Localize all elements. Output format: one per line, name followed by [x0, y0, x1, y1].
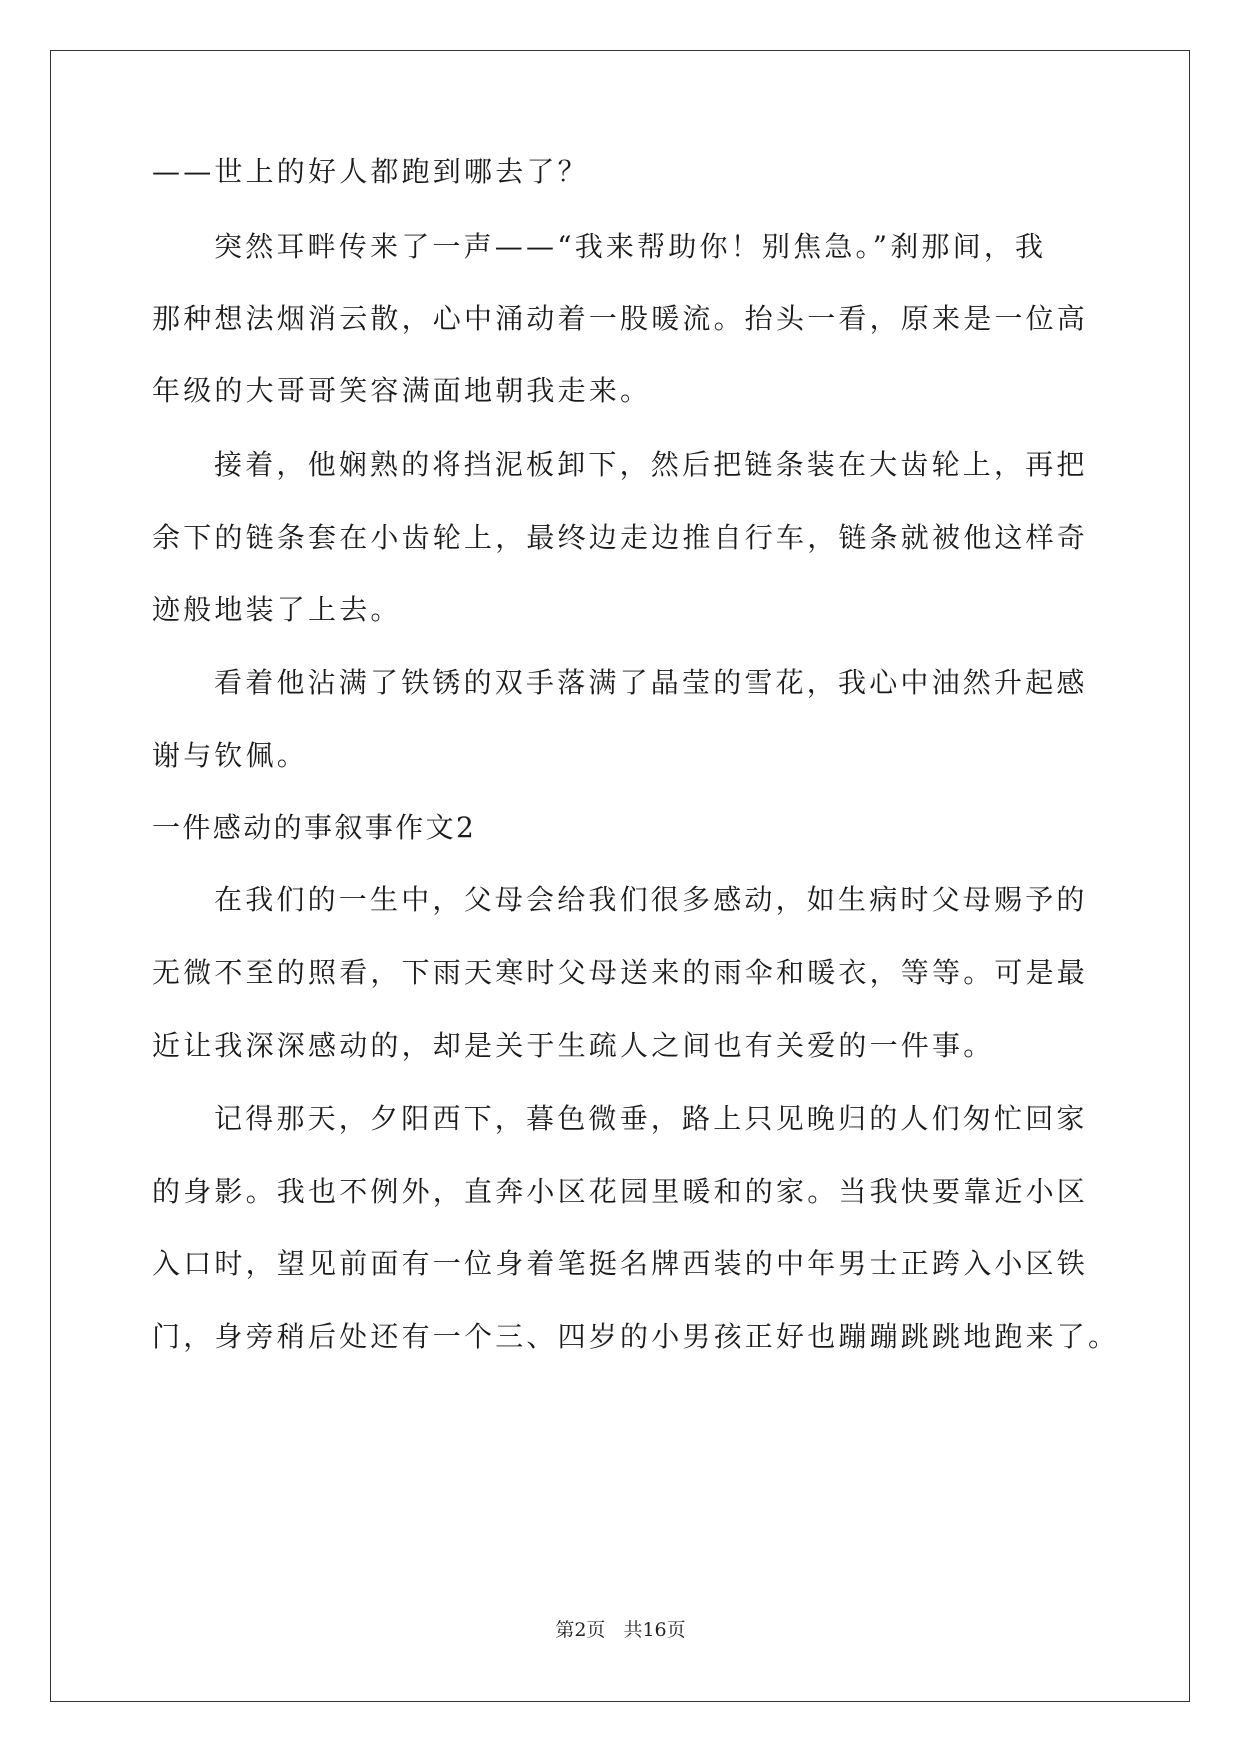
page-number: 第2页 — [555, 1619, 606, 1641]
section-heading: 一件感动的事叙事作文2 — [152, 811, 477, 844]
text-line: ——世上的好人都跑到哪去了？ — [152, 155, 589, 188]
text-line: 无微不至的照看，下雨天寒时父母送来的雨伞和暖衣，等等。可是最 — [152, 956, 1089, 989]
text-line: 迹般地装了上去。 — [152, 593, 402, 626]
page-total: 共16页 — [623, 1619, 686, 1641]
text-line: 的身影。我也不例外，直奔小区花园里暖和的家。当我快要靠近小区 — [152, 1175, 1089, 1208]
text-line: 那种想法烟消云散，心中涌动着一股暖流。抬头一看，原来是一位高 — [152, 302, 1089, 335]
text-line: 入口时，望见前面有一位身着笔挺名牌西装的中年男士正跨入小区铁 — [152, 1247, 1089, 1280]
text-line: 门，身旁稍后处还有一个三、四岁的小男孩正好也蹦蹦跳跳地跑来了。 — [152, 1320, 1120, 1353]
page-border — [50, 50, 1190, 1702]
text-line: 余下的链条套在小齿轮上，最终边走边推自行车，链条就被他这样奇 — [152, 521, 1089, 554]
paragraph-first-line: 接着，他娴熟的将挡泥板卸下，然后把链条装在大齿轮上，再把 — [214, 448, 1088, 481]
text-line: 年级的大哥哥笑容满面地朝我走来。 — [152, 374, 652, 407]
paragraph-first-line: 看着他沾满了铁锈的双手落满了晶莹的雪花，我心中油然升起感 — [214, 666, 1088, 699]
page-footer — [0, 1618, 1241, 1642]
text-line: 近让我深深感动的，却是关于生疏人之间也有关爱的一件事。 — [152, 1029, 995, 1062]
paragraph-first-line: 记得那天，夕阳西下，暮色微垂，路上只见晚归的人们匆忙回家 — [214, 1102, 1088, 1135]
text-line: 谢与钦佩。 — [152, 739, 309, 772]
paragraph-first-line: 在我们的一生中，父母会给我们很多感动，如生病时父母赐予的 — [214, 883, 1088, 916]
paragraph-first-line: 突然耳畔传来了一声——“我来帮助你！别焦急。”刹那间，我 — [214, 230, 1047, 263]
